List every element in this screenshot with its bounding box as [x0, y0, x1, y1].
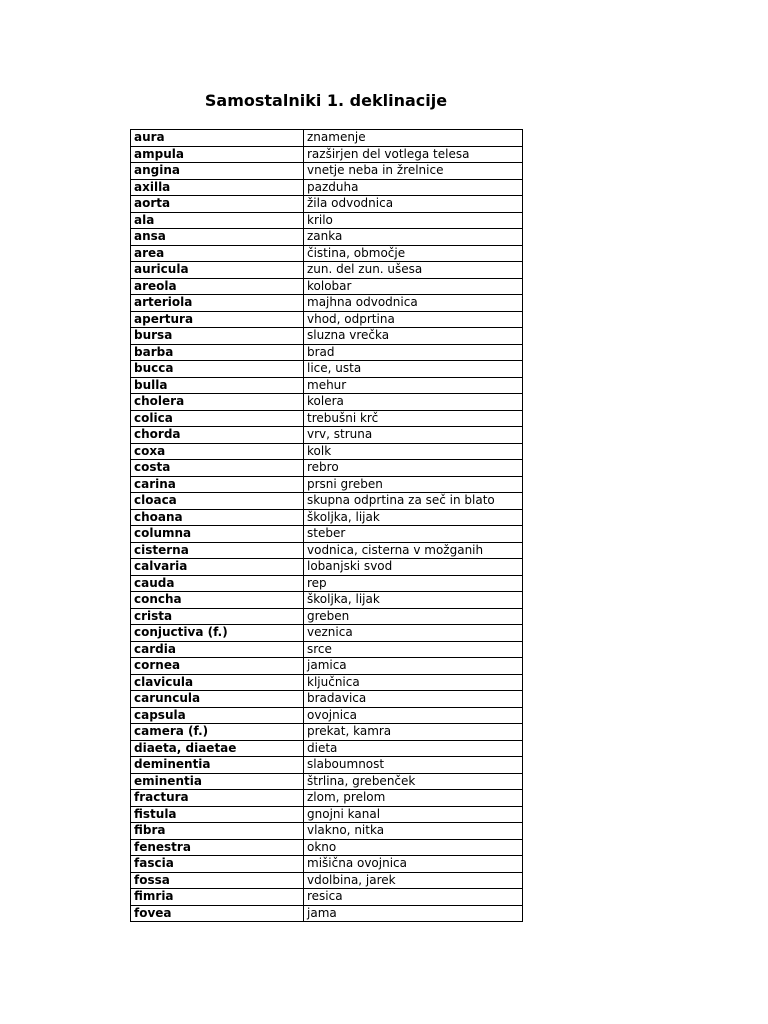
table-row — [131, 542, 523, 559]
slovene-translation-cell: jama — [304, 905, 523, 922]
slovene-translation-cell: znamenje — [304, 130, 523, 147]
latin-term-cell: fascia — [131, 856, 304, 873]
latin-term-cell: costa — [131, 460, 304, 477]
slovene-translation-cell: srce — [304, 641, 523, 658]
table-row — [131, 806, 523, 823]
latin-term-cell: bulla — [131, 377, 304, 394]
table-row — [131, 724, 523, 741]
slovene-translation-cell: školjka, lijak — [304, 592, 523, 609]
latin-term-cell: caruncula — [131, 691, 304, 708]
table-row — [131, 707, 523, 724]
slovene-translation-cell: steber — [304, 526, 523, 543]
table-row — [131, 179, 523, 196]
slovene-translation-cell: okno — [304, 839, 523, 856]
slovene-translation-cell: vnetje neba in žrelnice — [304, 163, 523, 180]
table-row — [131, 641, 523, 658]
latin-term-cell: fovea — [131, 905, 304, 922]
latin-term-cell: cloaca — [131, 493, 304, 510]
slovene-translation-cell: vlakno, nitka — [304, 823, 523, 840]
slovene-translation-cell: kolera — [304, 394, 523, 411]
latin-term-cell: apertura — [131, 311, 304, 328]
table-row — [131, 872, 523, 889]
table-row — [131, 344, 523, 361]
table-row — [131, 905, 523, 922]
table-row — [131, 394, 523, 411]
table-row — [131, 575, 523, 592]
slovene-translation-cell: vdolbina, jarek — [304, 872, 523, 889]
slovene-translation-cell: trebušni krč — [304, 410, 523, 427]
slovene-translation-cell: jamica — [304, 658, 523, 675]
table-row — [131, 691, 523, 708]
table-row — [131, 410, 523, 427]
latin-term-cell: fistula — [131, 806, 304, 823]
slovene-translation-cell: gnojni kanal — [304, 806, 523, 823]
table-row — [131, 146, 523, 163]
slovene-translation-cell: greben — [304, 608, 523, 625]
slovene-translation-cell: zun. del zun. ušesa — [304, 262, 523, 279]
table-row — [131, 856, 523, 873]
latin-term-cell: choana — [131, 509, 304, 526]
latin-term-cell: bursa — [131, 328, 304, 345]
slovene-translation-cell: brad — [304, 344, 523, 361]
latin-term-cell: conjuctiva (f.) — [131, 625, 304, 642]
table-row — [131, 658, 523, 675]
slovene-translation-cell: kolobar — [304, 278, 523, 295]
slovene-translation-cell: mehur — [304, 377, 523, 394]
table-row — [131, 823, 523, 840]
slovene-translation-cell: čistina, območje — [304, 245, 523, 262]
slovene-translation-cell: veznica — [304, 625, 523, 642]
vocabulary-table — [130, 129, 523, 922]
slovene-translation-cell: krilo — [304, 212, 523, 229]
slovene-translation-cell: razširjen del votlega telesa — [304, 146, 523, 163]
table-row — [131, 773, 523, 790]
slovene-translation-cell: ovojnica — [304, 707, 523, 724]
table-row — [131, 493, 523, 510]
latin-term-cell: fossa — [131, 872, 304, 889]
slovene-translation-cell: lice, usta — [304, 361, 523, 378]
latin-term-cell: colica — [131, 410, 304, 427]
table-row — [131, 361, 523, 378]
latin-term-cell: ansa — [131, 229, 304, 246]
table-row — [131, 476, 523, 493]
table-row — [131, 229, 523, 246]
slovene-translation-cell: vodnica, cisterna v možganih — [304, 542, 523, 559]
slovene-translation-cell: žila odvodnica — [304, 196, 523, 213]
latin-term-cell: diaeta, diaetae — [131, 740, 304, 757]
latin-term-cell: fractura — [131, 790, 304, 807]
table-row — [131, 839, 523, 856]
slovene-translation-cell: bradavica — [304, 691, 523, 708]
table-row — [131, 559, 523, 576]
latin-term-cell: concha — [131, 592, 304, 609]
table-row — [131, 526, 523, 543]
table-row — [131, 328, 523, 345]
slovene-translation-cell: lobanjski svod — [304, 559, 523, 576]
table-row — [131, 592, 523, 609]
slovene-translation-cell: rep — [304, 575, 523, 592]
latin-term-cell: aura — [131, 130, 304, 147]
table-row — [131, 212, 523, 229]
table-row — [131, 740, 523, 757]
latin-term-cell: arteriola — [131, 295, 304, 312]
latin-term-cell: ampula — [131, 146, 304, 163]
table-row — [131, 130, 523, 147]
latin-term-cell: bucca — [131, 361, 304, 378]
slovene-translation-cell: vhod, odprtina — [304, 311, 523, 328]
latin-term-cell: deminentia — [131, 757, 304, 774]
table-row — [131, 163, 523, 180]
latin-term-cell: angina — [131, 163, 304, 180]
latin-term-cell: ala — [131, 212, 304, 229]
slovene-translation-cell: vrv, struna — [304, 427, 523, 444]
slovene-translation-cell: mišična ovojnica — [304, 856, 523, 873]
slovene-translation-cell: resica — [304, 889, 523, 906]
table-row — [131, 196, 523, 213]
latin-term-cell: columna — [131, 526, 304, 543]
slovene-translation-cell: školjka, lijak — [304, 509, 523, 526]
slovene-translation-cell: slaboumnost — [304, 757, 523, 774]
page-title: Samostalniki 1. deklinacije — [204, 91, 448, 110]
slovene-translation-cell: majhna odvodnica — [304, 295, 523, 312]
slovene-translation-cell: skupna odprtina za seč in blato — [304, 493, 523, 510]
latin-term-cell: cholera — [131, 394, 304, 411]
slovene-translation-cell: pazduha — [304, 179, 523, 196]
table-row — [131, 262, 523, 279]
slovene-translation-cell: prsni greben — [304, 476, 523, 493]
latin-term-cell: auricula — [131, 262, 304, 279]
table-row — [131, 245, 523, 262]
slovene-translation-cell: zlom, prelom — [304, 790, 523, 807]
latin-term-cell: cornea — [131, 658, 304, 675]
slovene-translation-cell: rebro — [304, 460, 523, 477]
latin-term-cell: barba — [131, 344, 304, 361]
table-row — [131, 625, 523, 642]
slovene-translation-cell: ključnica — [304, 674, 523, 691]
latin-term-cell: clavicula — [131, 674, 304, 691]
latin-term-cell: eminentia — [131, 773, 304, 790]
latin-term-cell: cauda — [131, 575, 304, 592]
table-row — [131, 757, 523, 774]
latin-term-cell: axilla — [131, 179, 304, 196]
slovene-translation-cell: sluzna vrečka — [304, 328, 523, 345]
table-row — [131, 278, 523, 295]
latin-term-cell: calvaria — [131, 559, 304, 576]
latin-term-cell: aorta — [131, 196, 304, 213]
slovene-translation-cell: štrlina, grebenček — [304, 773, 523, 790]
latin-term-cell: coxa — [131, 443, 304, 460]
table-row — [131, 674, 523, 691]
latin-term-cell: cardia — [131, 641, 304, 658]
table-row — [131, 427, 523, 444]
table-row — [131, 295, 523, 312]
table-row — [131, 443, 523, 460]
slovene-translation-cell: kolk — [304, 443, 523, 460]
latin-term-cell: area — [131, 245, 304, 262]
latin-term-cell: capsula — [131, 707, 304, 724]
table-row — [131, 509, 523, 526]
latin-term-cell: cisterna — [131, 542, 304, 559]
table-row — [131, 460, 523, 477]
latin-term-cell: fimria — [131, 889, 304, 906]
latin-term-cell: areola — [131, 278, 304, 295]
latin-term-cell: crista — [131, 608, 304, 625]
table-row — [131, 311, 523, 328]
table-row — [131, 377, 523, 394]
vocabulary-table-body — [131, 130, 523, 922]
table-row — [131, 608, 523, 625]
slovene-translation-cell: prekat, kamra — [304, 724, 523, 741]
latin-term-cell: carina — [131, 476, 304, 493]
latin-term-cell: fenestra — [131, 839, 304, 856]
slovene-translation-cell: dieta — [304, 740, 523, 757]
latin-term-cell: fibra — [131, 823, 304, 840]
latin-term-cell: chorda — [131, 427, 304, 444]
latin-term-cell: camera (f.) — [131, 724, 304, 741]
slovene-translation-cell: zanka — [304, 229, 523, 246]
table-row — [131, 889, 523, 906]
table-row — [131, 790, 523, 807]
